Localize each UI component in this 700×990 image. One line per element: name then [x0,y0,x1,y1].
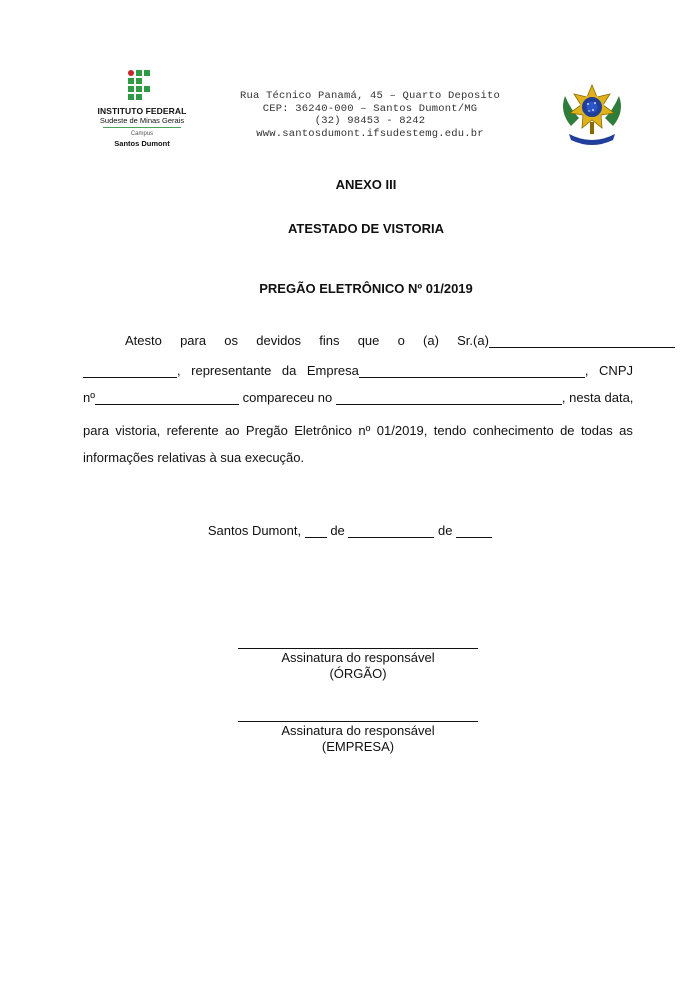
cnpj-blank[interactable] [95,391,239,405]
name-blank-continued[interactable] [83,364,177,378]
signature-line[interactable] [238,648,478,649]
word: para [180,333,207,348]
signature-label: Assinatura do responsável [281,650,435,665]
coat-of-arms-icon [557,82,627,150]
address-street: Rua Técnico Panamá, 45 – Quarto Deposito [239,90,501,102]
signature-empresa [238,721,478,755]
paragraph-line-5: informações relativas à sua execução. [83,450,305,465]
day-blank[interactable] [305,524,327,538]
word: os [224,333,239,348]
paragraph-line-4: para vistoria, referente ao Pregão Eletrônico nº 01/2019, tendo conhecimento de todas as [83,423,633,438]
word: CNPJ [599,363,633,378]
word: fins [319,333,340,348]
word: da [281,363,297,378]
campus-label: Campus [130,131,154,137]
name-blank[interactable] [489,334,675,348]
word: Sr.(a) [457,333,489,348]
word: nº [83,390,95,405]
word: Atesto [125,333,162,348]
paragraph-line-3 [83,390,633,408]
word: , nesta data, [561,390,634,405]
annex-heading: ANEXO III [335,177,397,192]
signature-orgao [238,648,478,682]
institute-grid-icon [128,70,151,100]
word: representante [191,363,272,378]
word: compareceu no [242,390,333,405]
document-subtitle: PREGÃO ELETRÔNICO Nº 01/2019 [259,281,473,296]
address-phone: (32) 98453 - 8242 [314,115,426,127]
word: devidos [256,333,302,348]
month-blank[interactable] [348,524,434,538]
company-blank[interactable] [359,364,585,378]
location-blank[interactable] [336,391,562,405]
word: o [397,333,405,348]
institute-divider [103,127,181,128]
signature-label: Assinatura do responsável [281,723,435,738]
institute-subtitle: Sudeste de Minas Gerais [99,116,185,125]
year-blank[interactable] [456,524,492,538]
address-website: www.santosdumont.ifsudestemg.edu.br [256,127,484,140]
paragraph-line-2: , representante da Empresa , CNPJ [83,360,633,378]
campus-name: Santos Dumont [114,139,170,148]
signature-party: (ÓRGÃO) [329,666,387,681]
document-title: ATESTADO DE VISTORIA [287,221,444,236]
word: (a) [423,333,439,348]
date-city: Santos Dumont, [207,523,302,538]
date-line: Santos Dumont, de de [0,523,700,538]
word: que [357,333,380,348]
signature-line[interactable] [238,721,478,722]
signature-party: (EMPRESA) [321,739,395,754]
address-cep: CEP: 36240-000 – Santos Dumont/MG [262,102,478,115]
address-block [225,90,515,140]
word: Empresa [306,363,359,378]
institute-logo [97,70,187,150]
paragraph-line-1 [125,330,675,348]
institute-name: INSTITUTO FEDERAL [97,106,187,116]
